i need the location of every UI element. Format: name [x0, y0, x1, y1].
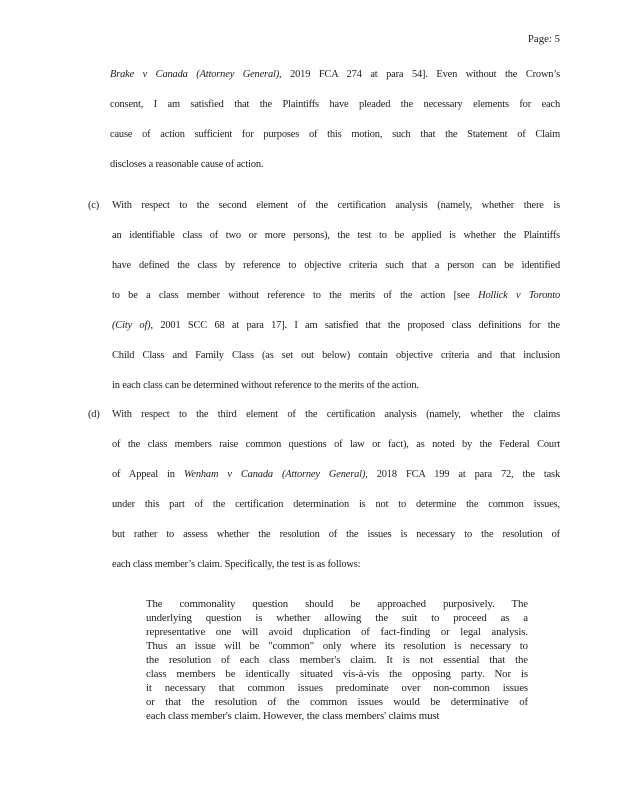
- text-line: it necessary that common issues predominate over non-common issues: [146, 682, 528, 694]
- paragraph-intro: [110, 60, 560, 180]
- text-line: discloses a reasonable cause of action.: [110, 159, 264, 170]
- text-line: class members be identically situated vis-à-vis the opposing party. Nor is: [146, 668, 528, 680]
- text-line: (City of), 2001 SCC 68 at para 17]. I am satisfied that the proposed class definitions for the: [112, 320, 560, 331]
- text-line: the resolution of each class member's claim. It is not essential that the: [146, 654, 528, 666]
- text-line: underlying question is whether allowing the suit to proceed as a: [146, 612, 528, 624]
- text-line: have defined the class by reference to objective criteria such that a person can be identified: [112, 260, 560, 271]
- text-line: cause of action sufficient for purposes of this motion, such that the Statement of Claim: [110, 129, 560, 140]
- text-line: each class member’s claim. Specifically, the test is as follows:: [112, 559, 361, 570]
- text-line: each class member's claim. However, the class members' claims must: [146, 710, 440, 722]
- text-line: of the class members raise common questions of law or fact), as noted by the Federal Court: [112, 439, 560, 450]
- text-line: an identifiable class of two or more persons), the test to be applied is whether the Plaintiffs: [112, 230, 560, 241]
- text-line: With respect to the third element of the certification analysis (namely, whether the claims: [112, 409, 560, 420]
- paragraph-d: [88, 400, 560, 580]
- text-line: but rather to assess whether the resolution of the issues is necessary to the resolution of: [112, 529, 560, 540]
- text-line: consent, I am satisfied that the Plaintiffs have pleaded the necessary elements for each: [110, 99, 560, 110]
- page-number: Page: 5: [527, 33, 560, 45]
- text-line: Thus an issue will be "common" only where its resolution is necessary to: [146, 640, 528, 652]
- paragraph-d-label: (d): [88, 409, 100, 420]
- text-line: in each class can be determined without reference to the merits of the action.: [112, 380, 419, 391]
- text-line: of Appeal in Wenham v Canada (Attorney General), 2018 FCA 199 at para 72, the task: [112, 469, 560, 480]
- text-line: With respect to the second element of the certification analysis (namely, whether there is: [112, 200, 560, 211]
- paragraph-c-label: (c): [88, 200, 100, 211]
- block-quote: [146, 597, 528, 723]
- text-line: or that the resolution of the common issues would be determinative of: [146, 696, 528, 708]
- text-line: under this part of the certification determination is not to determine the common issues,: [112, 499, 560, 510]
- text-line: Brake v Canada (Attorney General), 2019 FCA 274 at para 54]. Even without the Crown’s: [110, 69, 560, 80]
- paragraph-c: [88, 191, 560, 401]
- text-line: to be a class member without reference to the merits of the action [see Hollick v Toronto: [112, 290, 560, 301]
- text-line: representative one will avoid duplication of fact-finding or legal analysis.: [146, 626, 528, 638]
- text-line: The commonality question should be approached purposively. The: [146, 598, 528, 610]
- text-line: Child Class and Family Class (as set out below) contain objective criteria and that inclusion: [112, 350, 560, 361]
